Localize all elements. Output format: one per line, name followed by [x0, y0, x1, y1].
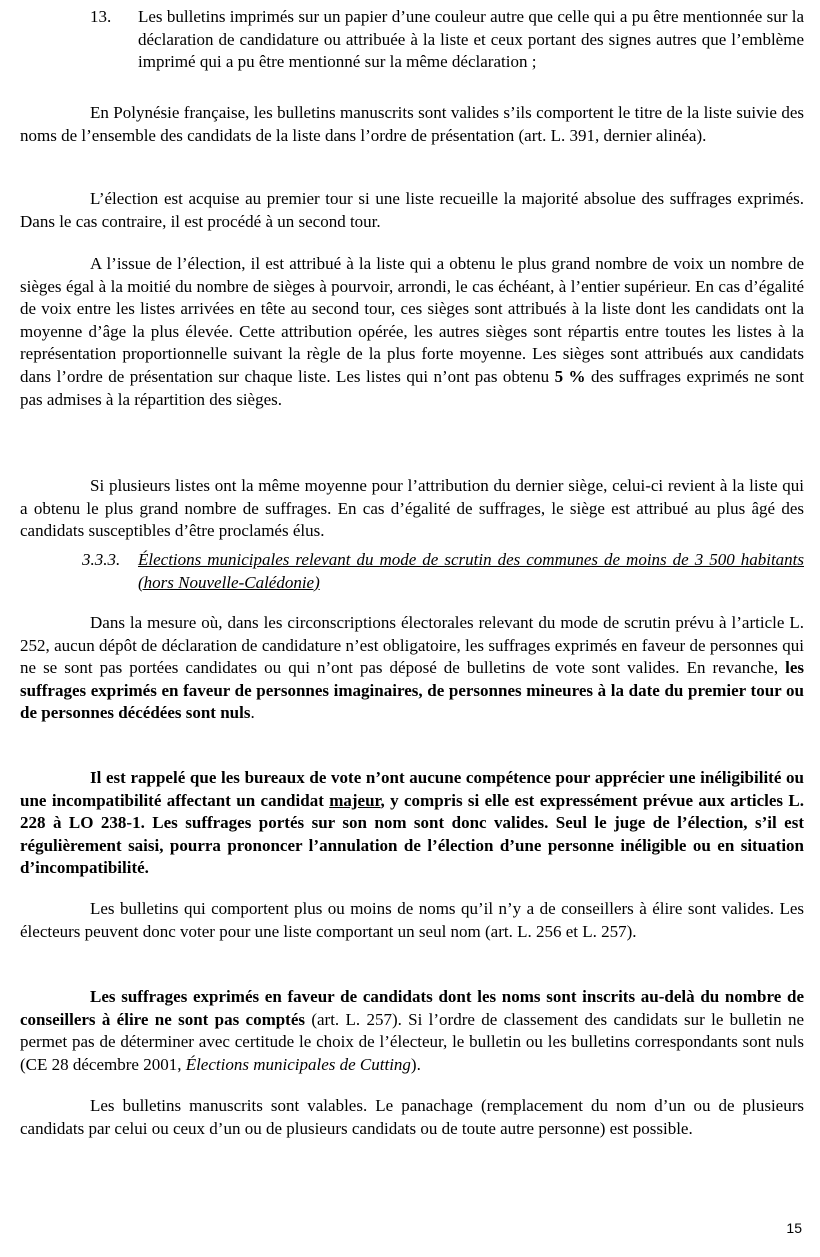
text: (art. L. 257). Si l’ordre de classement des candidats sur le bulletin ne permet pas de déterminer avec certitude le choix de l’électeur, le bulletin ou les bulletins correspondants sont nuls (CE 28 décembre 2001,	[20, 1009, 804, 1074]
paragraph-premier-tour: L’élection est acquise au premier tour si une liste recueille la majorité absolue des suffrages exprimés. Dans le cas contraire, il est procédé à un second tour.	[20, 189, 804, 231]
item-text: Les bulletins imprimés sur un papier d’une couleur autre que celle qui a pu être mentionnée sur la déclaration de candidature ou attribuée à la liste et ceux portant des signes autres que l’emblème imprimé qui a pu être mentionné sur la même déclaration ;	[138, 7, 804, 72]
section-heading	[82, 549, 804, 594]
text: .	[250, 703, 255, 723]
paragraph-attribution-sieges	[20, 253, 804, 411]
paragraph-plus-ou-moins: Les bulletins qui comportent plus ou moins de noms qu’il n’y a de conseillers à élire sont valides. Les électeurs peuvent donc voter pour une liste comportant un seul nom (art. L. 256 et L. 257).	[20, 899, 804, 941]
section-title: Élections municipales relevant du mode de scrutin des communes de moins de 3 500 habitants (hors Nouvelle-Calédonie)	[138, 550, 804, 592]
bold-text: 5 %	[554, 366, 586, 386]
paragraph-meme-moyenne: Si plusieurs listes ont la même moyenne pour l’attribution du dernier siège, celui-ci revient à la liste qui a obtenu le plus grand nombre de suffrages. En cas d’égalité de suffrages, le siège est attribué au plus âgé des candidats susceptibles d’être proclamés élus.	[20, 476, 804, 541]
paragraph-polynesie: En Polynésie française, les bulletins manuscrits sont valides s’ils comportent le titre de la liste suivie des noms de l’ensemble des candidats de la liste dans l’ordre de présentation (art. L. 391, dernier alinéa).	[20, 103, 804, 145]
text: Il est rappelé que les bureaux de vote n’ont aucune compétence pour apprécier une inéligibilité ou une incompatibilité affectant un candidat	[20, 768, 804, 810]
paragraph-manuscrits: Les bulletins manuscrits sont valables. Le panachage (remplacement du nom d’un ou de plusieurs candidats par celui ou ceux d’un ou de plusieurs candidats ou de toute autre personne) est possible.	[20, 1096, 804, 1138]
text: Dans la mesure où, dans les circonscriptions électorales relevant du mode de scrutin prévu à l’article L. 252, aucun dépôt de déclaration de candidature n’est obligatoire, les suffrages exprimés en faveur de personnes qui ne se sont pas portées candidates ou qui n’ont pas déposé de bulletins de vote sont valides. En revanche,	[20, 613, 804, 678]
paragraph-au-dela	[20, 986, 804, 1076]
text: , y compris si elle est expressément prévue aux articles L. 228 à LO 238-1. Les suffrages portés sur son nom sont donc valides. Seul le juge de l’élection, s’il est régulièrement saisi, pourra prononcer l’annulation de l’élection d’une personne inéligible ou en situation d’incompatibilité.	[20, 790, 804, 878]
paragraph-dans-la-mesure	[20, 612, 804, 725]
underlined-text: majeur	[329, 790, 381, 810]
bold-text: Les suffrages exprimés en faveur de candidats dont les noms sont inscrits au-delà du nombre de conseillers à élire ne sont pas comptés	[20, 987, 804, 1029]
paragraph-rappel	[20, 767, 804, 880]
italic-text: Élections municipales de Cutting	[185, 1054, 411, 1074]
text: A l’issue de l’élection, il est attribué à la liste qui a obtenu le plus grand nombre de voix un nombre de sièges égal à la moitié du nombre de sièges à pourvoir, arrondi, le cas échéant, à l’entier supérieur. En cas d’égalité de voix entre les listes arrivées en tête au second tour, ces sièges sont attribués à la liste dont les candidats ont la moyenne d’âge la plus élevée. Cette attribution opérée, les autres sièges sont répartis entre toutes les listes à la représentation proportionnelle suivant la règle de la plus forte moyenne. Les sièges sont attribués aux candidats dans l’ordre de présentation sur chaque liste. Les listes qui n’ont pas obtenu	[20, 254, 804, 386]
text: ).	[410, 1054, 421, 1074]
list-item-13	[90, 6, 804, 74]
page-number: 15	[786, 1220, 802, 1236]
bold-text: les suffrages exprimés en faveur de personnes imaginaires, de personnes mineures à la date du premier tour ou de personnes décédées sont nuls	[20, 658, 804, 723]
section-number: 3.3.3.	[82, 550, 121, 569]
text: des suffrages exprimés ne sont pas admises à la répartition des sièges.	[20, 366, 805, 409]
item-number: 13.	[90, 7, 112, 26]
